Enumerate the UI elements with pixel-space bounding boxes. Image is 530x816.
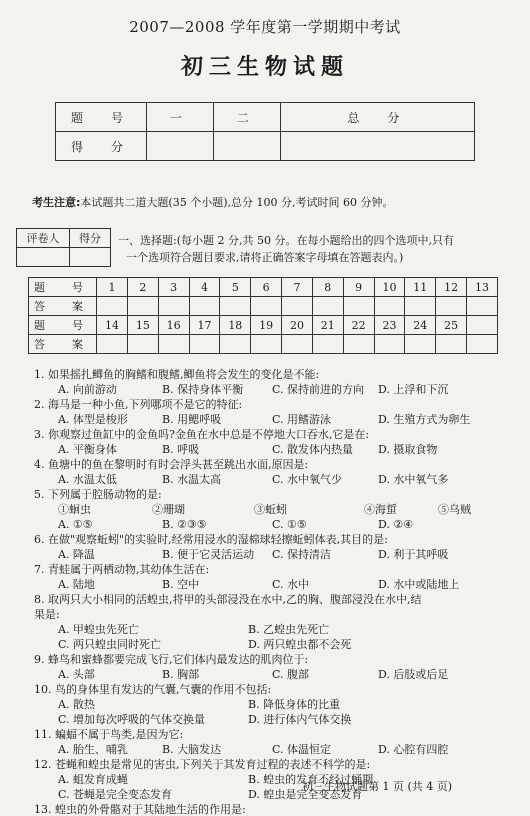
answer-option: D. 后肢或后足 <box>378 668 449 681</box>
question-number-label: 题 号 <box>29 316 97 335</box>
question-text: 果是: <box>34 608 60 621</box>
question-text: 13. 蝗虫的外骨骼对于其陆地生活的作用是: <box>34 803 246 816</box>
answer-option: A. 散热 <box>58 698 95 711</box>
question-number-cell: 25 <box>436 316 467 335</box>
score-label: 得分 <box>70 229 111 248</box>
answer-option: A. 体型是梭形 <box>58 413 128 426</box>
answer-option: D. 水中或陆地上 <box>378 578 460 591</box>
question-number-cell: 15 <box>127 316 158 335</box>
question-number-cell <box>467 316 498 335</box>
answer-cell <box>158 335 189 354</box>
question-number-cell: 9 <box>343 278 374 297</box>
question-text: 7. 青蛙属于两栖动物,其幼体生活在: <box>34 563 210 576</box>
answer-cell <box>405 335 436 354</box>
answer-cell <box>251 297 282 316</box>
answer-cell <box>97 297 128 316</box>
question-number-cell: 21 <box>312 316 343 335</box>
answer-option: C. 苍蝇是完全变态发育 <box>58 788 173 801</box>
score-cell: 得 分 <box>56 132 147 161</box>
answer-table <box>28 277 498 354</box>
question-number-cell: 23 <box>374 316 405 335</box>
notice-text: 本试题共二道大题(35 个小题),总分 100 分,考试时间 60 分钟。 <box>80 196 394 209</box>
reviewer-label: 评卷人 <box>17 229 70 248</box>
question-text: 9. 蜂鸟和蜜蜂都要完成飞行,它们体内最发达的肌肉位于: <box>34 653 309 666</box>
answer-option: B. ②③⑤ <box>162 518 207 531</box>
question-text: 8. 取两只大小相同的活蝗虫,将甲的头部浸没在水中,乙的胸、腹部浸没在水中,结 <box>34 593 422 606</box>
question-number-cell: 22 <box>343 316 374 335</box>
exam-title: 初三生物试题 <box>180 54 349 80</box>
answer-cell <box>158 297 189 316</box>
answer-cell <box>343 297 374 316</box>
question-text: 11. 蝙蝠不属于鸟类,是因为它: <box>34 728 184 741</box>
answer-option: D. 进行体内气体交换 <box>248 713 352 726</box>
question-number-cell: 11 <box>405 278 436 297</box>
answer-cell <box>343 335 374 354</box>
page-footer: 初三生物试题第 1 页 (共 4 页) <box>302 780 453 793</box>
answer-option: B. 保持身体平衡 <box>162 383 244 396</box>
answer-cell <box>251 335 282 354</box>
score-value-cell <box>70 248 111 267</box>
answer-option: A. 蛆发育成蝇 <box>58 773 128 786</box>
question-number-cell: 4 <box>189 278 220 297</box>
answer-option: A. 平衡身体 <box>58 443 117 456</box>
question-number-cell: 19 <box>251 316 282 335</box>
score-cell <box>147 132 214 161</box>
score-cell: 总 分 <box>280 103 474 132</box>
answer-option: B. 用鳃呼吸 <box>162 413 222 426</box>
question-text: 10. 鸟的身体里有发达的气囊,气囊的作用不包括: <box>34 683 272 696</box>
answer-cell <box>405 297 436 316</box>
answer-cell <box>127 297 158 316</box>
answer-option: A. 向前游动 <box>58 383 117 396</box>
answer-cell <box>374 335 405 354</box>
section-instruction: 一个选项符合题目要求,请将正确答案字母填在答题表内。) <box>126 251 404 264</box>
answer-option: D. 摄取食物 <box>378 443 438 456</box>
answer-option: B. 胸部 <box>162 668 200 681</box>
section-title: 一、选择题:(每小题 2 分,共 50 分。在每小题给出的四个选项中,只有 <box>118 234 454 247</box>
score-cell: 二 <box>213 103 280 132</box>
answer-option: ④海蜇 <box>364 503 397 516</box>
question-number-cell: 1 <box>97 278 128 297</box>
answer-cell <box>467 297 498 316</box>
answer-option: ①蛔虫 <box>58 503 91 516</box>
reviewer-cell <box>17 248 70 267</box>
answer-cell <box>282 335 313 354</box>
answer-option: ⑤乌贼 <box>438 503 471 516</box>
answer-option: A. 胎生、哺乳 <box>58 743 128 756</box>
question-number-cell: 16 <box>158 316 189 335</box>
question-number-cell: 3 <box>158 278 189 297</box>
question-number-cell: 20 <box>282 316 313 335</box>
question-number-cell: 13 <box>467 278 498 297</box>
answer-option: D. 利于其呼吸 <box>378 548 449 561</box>
answer-cell <box>220 335 251 354</box>
answer-option: B. 空中 <box>162 578 200 591</box>
answer-option: ②珊瑚 <box>152 503 185 516</box>
answer-option: B. 大脑发达 <box>162 743 222 756</box>
answer-option: A. ①⑤ <box>58 518 93 531</box>
answer-option: C. 腹部 <box>272 668 310 681</box>
question-text: 3. 你观察过鱼缸中的金鱼吗?金鱼在水中总是不停地大口吞水,它是在: <box>34 428 370 441</box>
question-number-cell: 6 <box>251 278 282 297</box>
question-number-cell: 12 <box>436 278 467 297</box>
answer-label: 答 案 <box>29 297 97 316</box>
score-cell <box>280 132 474 161</box>
answer-option: D. 水中氧气多 <box>378 473 449 486</box>
answer-option: D. 两只蝗虫都不会死 <box>248 638 352 651</box>
question-number-cell: 5 <box>220 278 251 297</box>
answer-cell <box>189 297 220 316</box>
answer-cell <box>467 335 498 354</box>
answer-label: 答 案 <box>29 335 97 354</box>
answer-option: D. 生殖方式为卵生 <box>378 413 471 426</box>
answer-option: B. 乙蝗虫先死亡 <box>248 623 330 636</box>
answer-cell <box>436 335 467 354</box>
answer-option: C. 用鳍游泳 <box>272 413 332 426</box>
answer-option: A. 陆地 <box>58 578 95 591</box>
answer-cell <box>127 335 158 354</box>
answer-option: D. ②④ <box>378 518 414 531</box>
score-table <box>55 102 475 161</box>
question-text: 12. 苍蝇和蝗虫是常见的害虫,下列关于其发育过程的表述不科学的是: <box>34 758 371 771</box>
question-text: 1. 如果摇扎鲫鱼的胸鳍和腹鳍,鲫鱼将会发生的变化是不能: <box>34 368 320 381</box>
reviewer-box <box>16 228 111 267</box>
answer-option: B. 呼吸 <box>162 443 200 456</box>
answer-option: C. 增加每次呼吸的气体交换量 <box>58 713 206 726</box>
exam-header: 2007—2008 学年度第一学期期中考试 <box>129 18 401 36</box>
question-number-cell: 10 <box>374 278 405 297</box>
answer-option: B. 蝗虫的发育不经过蛹期 <box>248 773 374 786</box>
answer-cell <box>189 335 220 354</box>
answer-option: D. 上浮和下沉 <box>378 383 449 396</box>
answer-option: C. 水中 <box>272 578 310 591</box>
answer-option: C. 保持清洁 <box>272 548 332 561</box>
answer-option: C. 保持前进的方向 <box>272 383 365 396</box>
answer-option: B. 降低身体的比重 <box>248 698 341 711</box>
answer-option: A. 甲蝗虫先死亡 <box>58 623 139 636</box>
score-cell: 题 号 <box>56 103 147 132</box>
question-number-cell: 17 <box>189 316 220 335</box>
answer-option: C. 体温恒定 <box>272 743 332 756</box>
answer-option: C. 散发体内热量 <box>272 443 354 456</box>
answer-option: A. 水温太低 <box>58 473 117 486</box>
answer-cell <box>312 297 343 316</box>
answer-option: B. 水温太高 <box>162 473 222 486</box>
answer-option: A. 头部 <box>58 668 95 681</box>
answer-option: A. 降温 <box>58 548 95 561</box>
answer-option: C. 两只蝗虫同时死亡 <box>58 638 162 651</box>
answer-option: ③蚯蚓 <box>254 503 287 516</box>
answer-cell <box>436 297 467 316</box>
answer-option: D. 心腔有四腔 <box>378 743 449 756</box>
answer-cell <box>97 335 128 354</box>
question-text: 6. 在做"观察蚯蚓"的实验时,经常用浸水的湿棉球轻擦蚯蚓体表,其目的是: <box>34 533 388 546</box>
question-text: 2. 海马是一种小鱼,下列哪项不是它的特征: <box>34 398 243 411</box>
answer-option: D. 蝗虫是完全变态发育 <box>248 788 363 801</box>
question-number-label: 题 号 <box>29 278 97 297</box>
question-number-cell: 24 <box>405 316 436 335</box>
exam-notice <box>32 194 393 210</box>
question-number-cell: 7 <box>282 278 313 297</box>
answer-cell <box>312 335 343 354</box>
answer-option: C. 水中氧气少 <box>272 473 343 486</box>
answer-option: B. 便于它灵活运动 <box>162 548 255 561</box>
score-cell: 一 <box>147 103 214 132</box>
answer-cell <box>220 297 251 316</box>
question-number-cell: 2 <box>127 278 158 297</box>
score-cell <box>213 132 280 161</box>
answer-cell <box>282 297 313 316</box>
question-text: 5. 下列属于腔肠动物的是: <box>34 488 162 501</box>
notice-label: 考生注意: <box>32 196 81 209</box>
answer-option: C. ①⑤ <box>272 518 307 531</box>
question-number-cell: 18 <box>220 316 251 335</box>
question-number-cell: 14 <box>97 316 128 335</box>
question-text: 4. 鱼塘中的鱼在黎明时有时会浮头甚至跳出水面,原因是: <box>34 458 309 471</box>
answer-cell <box>374 297 405 316</box>
question-number-cell: 8 <box>312 278 343 297</box>
